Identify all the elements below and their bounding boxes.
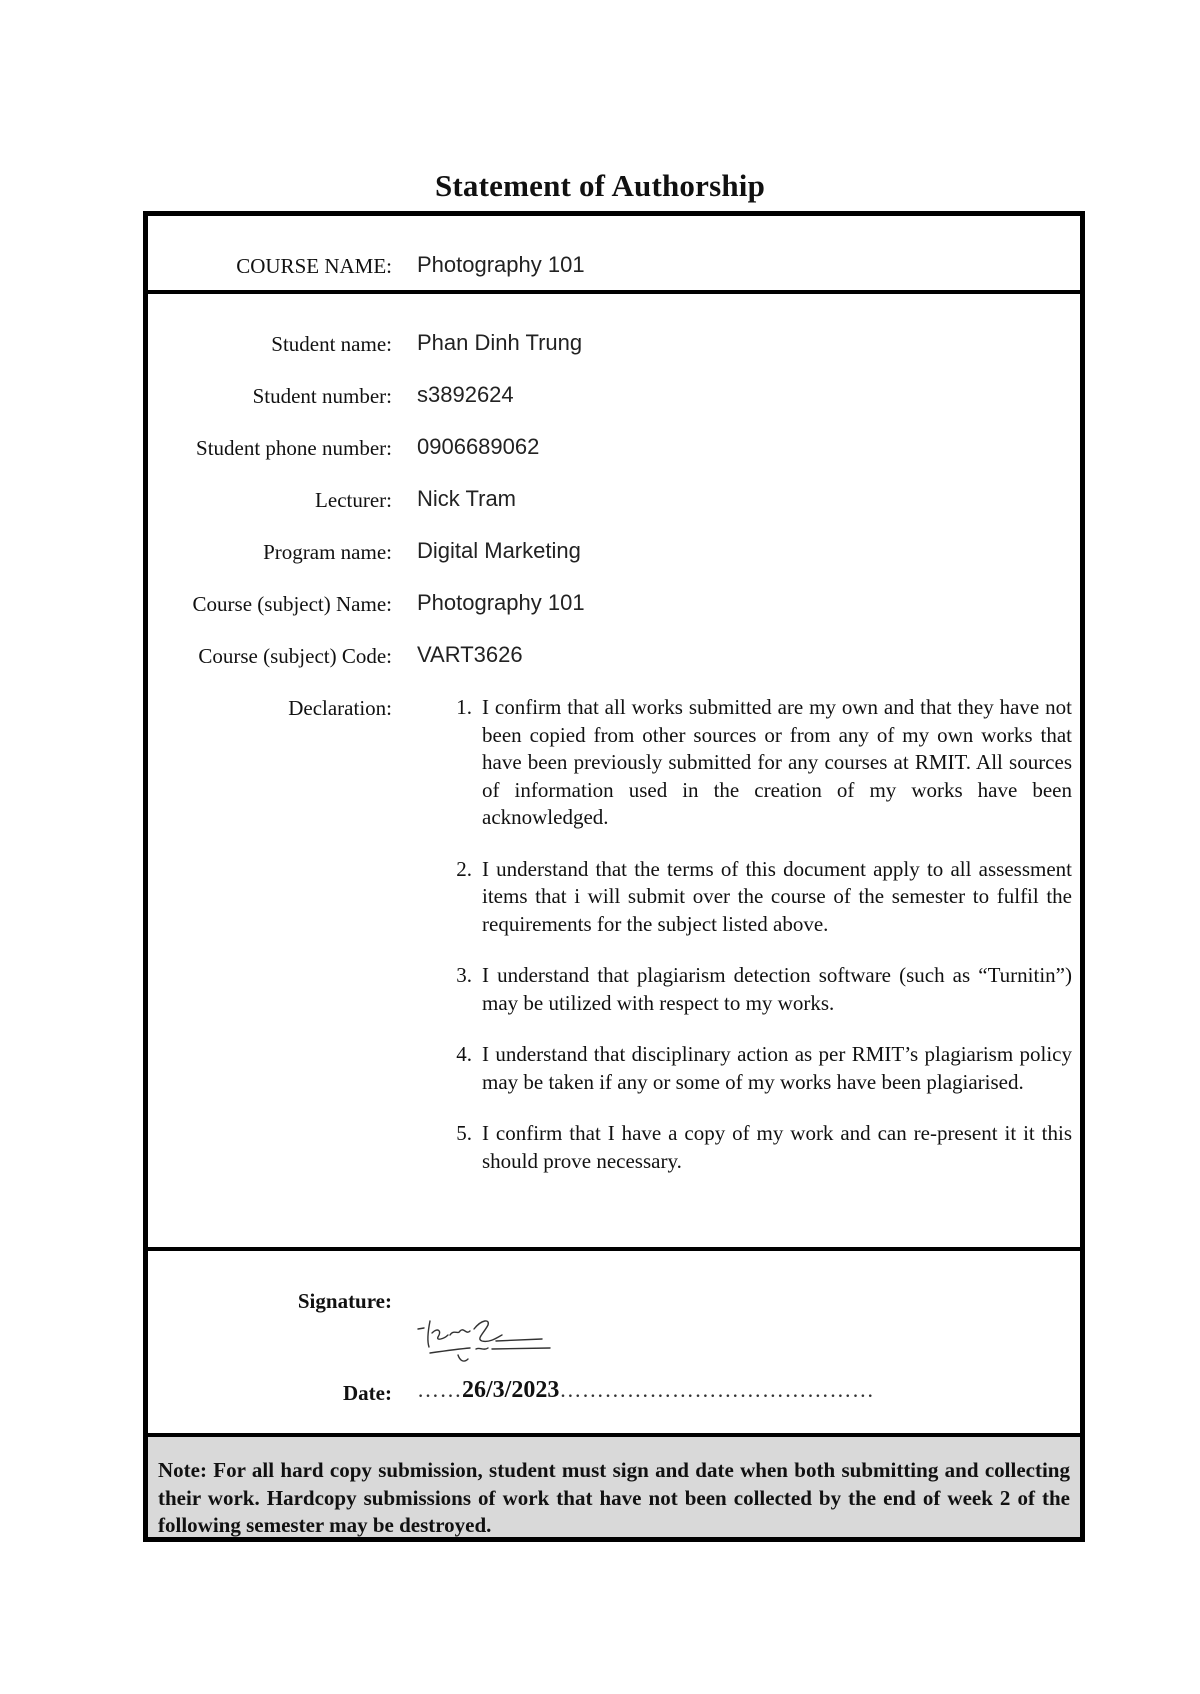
document-title: Statement of Authorship [434, 168, 766, 203]
declaration-item-number: 5. [456, 1121, 472, 1145]
subject-name-value: Photography 101 [417, 590, 585, 615]
student-number-value: s3892624 [417, 382, 514, 407]
declaration-item-text: I understand that disciplinary action as per RMIT’s plagiarism policy may be taken if any or some of my works have been plagiarised. [482, 1042, 1072, 1094]
date-value: 26/3/2023 [462, 1377, 560, 1403]
declaration-item [444, 1041, 1072, 1096]
lecturer-label: Lecturer: [315, 488, 392, 512]
declaration-item-number: 2. [456, 856, 472, 881]
note-text: Note: For all hard copy submission, student must sign and date when both submitting and collecting their work. Hardcopy submissions of work that have not been collected by the end of week 2 of the following semester may be destroyed. [158, 1458, 1070, 1537]
signature-label: Signature: [297, 1289, 392, 1313]
declaration-item-text: I understand that the terms of this document apply to all assessment items that i will submit over the course of the semester to fulfil the requirements for the subject listed above. [482, 856, 1072, 936]
student-name-label: Student name: [271, 332, 392, 356]
date-field [417, 1377, 874, 1404]
subject-code-label: Course (subject) Code: [198, 644, 392, 668]
authorship-form [143, 211, 1085, 1542]
declaration-item-text: I understand that plagiarism detection software (such as “Turnitin”) may be utilized with respect to my works. [482, 963, 1072, 1015]
declaration-item [444, 856, 1072, 939]
course-name-value: Photography 101 [417, 252, 585, 277]
declaration-item [444, 962, 1072, 1017]
lecturer-value: Nick Tram [417, 486, 516, 511]
note-section [148, 1437, 1080, 1537]
subject-code-value: VART3626 [417, 642, 523, 667]
student-phone-label: Student phone number: [196, 436, 392, 460]
declaration-item-text: I confirm that all works submitted are my own and that they have not been copied from other sources or from any of my own works that have been previously submitted for any courses at RMIT. All sources of information used in the creation of my works have been acknowledged. [482, 695, 1072, 829]
details-section [148, 294, 1080, 1251]
declaration-item-number: 4. [456, 1042, 472, 1066]
signature-section [148, 1251, 1080, 1437]
handwritten-signature [414, 1313, 554, 1375]
course-name-label: COURSE NAME: [236, 254, 392, 278]
student-phone-value: 0906689062 [417, 434, 540, 459]
declaration-item [444, 694, 1072, 832]
declaration-item [444, 1120, 1072, 1175]
student-name-value: Phan Dinh Trung [417, 330, 583, 355]
program-name-value: Digital Marketing [417, 538, 581, 563]
declaration-item-text: I confirm that I have a copy of my work and can re-present it it this should prove necessary. [482, 1121, 1072, 1173]
declaration-item-number: 3. [456, 963, 472, 987]
student-number-label: Student number: [252, 384, 392, 408]
declaration-label: Declaration: [288, 696, 392, 720]
date-trailing-dots: …………………………………… [559, 1377, 875, 1402]
subject-name-label: Course (subject) Name: [192, 592, 392, 616]
program-name-label: Program name: [263, 540, 392, 564]
date-label: Date: [343, 1381, 392, 1405]
course-section [148, 216, 1080, 294]
date-leading-dots: …… [417, 1377, 462, 1402]
declaration-item-number: 1. [456, 695, 472, 719]
declaration-list [444, 694, 1072, 1175]
